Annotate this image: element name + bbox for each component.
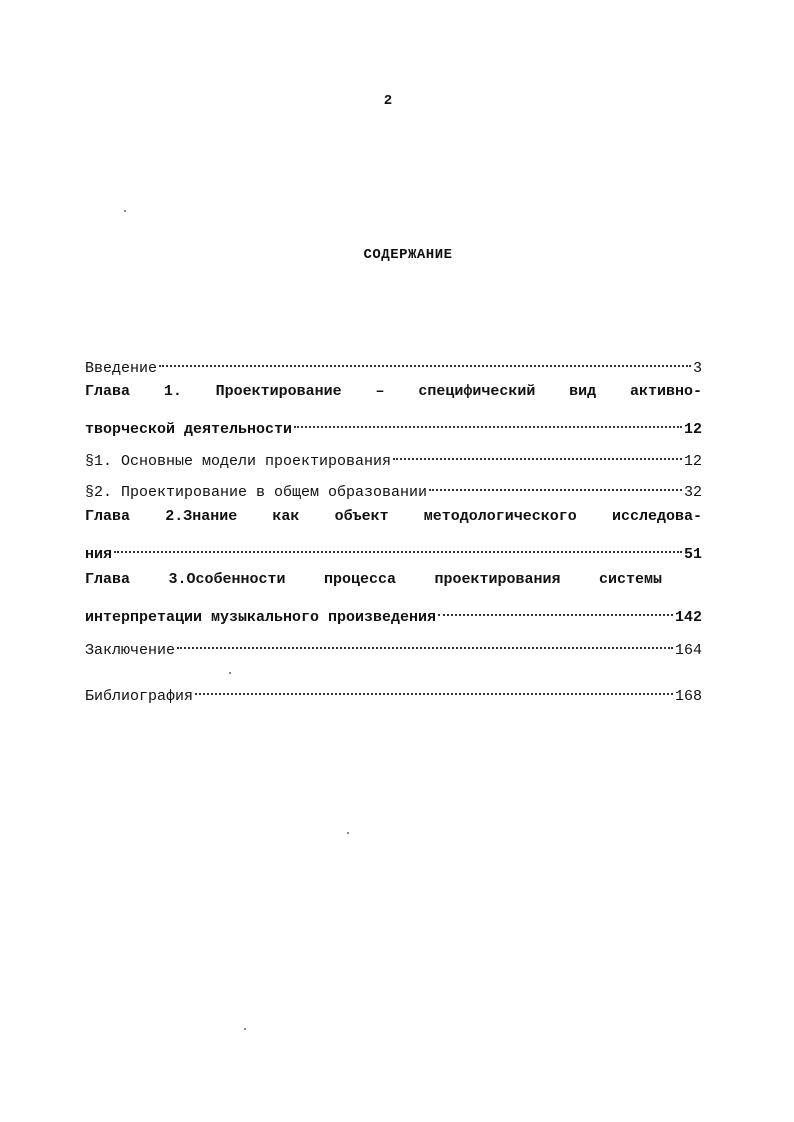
scan-speck [347,832,349,834]
toc-entry-heading-line: Глава 1. Проектирование – специфический вид активно- [85,383,702,400]
toc-entry-text: Введение [85,360,158,377]
toc-entry-page: 51 [683,546,702,563]
dot-leader [294,411,682,433]
toc-entry-section-1[interactable] [85,443,702,473]
dot-leader [159,350,691,372]
toc-entry-chapter-3[interactable] [85,569,702,629]
toc-entry-page: 12 [683,421,702,438]
scan-speck [229,672,231,674]
toc-entry-page: 3 [692,360,702,377]
toc-entry-page: 32 [683,484,702,501]
toc-entry-chapter-2[interactable] [85,506,702,566]
page-number: 2 [383,93,393,109]
toc-entry-bibliography[interactable] [85,678,702,708]
scan-speck [124,210,126,212]
toc-entry-text: ния [85,546,113,563]
dot-leader [114,536,682,558]
toc-title: СОДЕРЖАНИЕ [363,247,453,263]
toc-entry-text: Библиография [85,688,194,705]
toc-entry-heading-line: Глава 2.Знание как объект методологического исследова- [85,508,702,525]
toc-entry-text: творческой деятельности [85,421,293,438]
toc-entry-text: §2. Проектирование в общем образовании [85,484,428,501]
dot-leader [195,678,673,700]
toc-entry-page: 142 [674,609,702,626]
toc-entry-text: интерпретации музыкального произведения [85,609,437,626]
toc-entry-text: Заключение [85,642,176,659]
dot-leader [177,632,673,654]
toc-entry-chapter-1[interactable] [85,381,702,441]
toc-entry-introduction[interactable] [85,350,702,380]
toc-entry-section-2[interactable] [85,474,702,504]
dot-leader [438,599,673,621]
toc-entry-page: 12 [683,453,702,470]
toc-entry-text: §1. Основные модели проектирования [85,453,392,470]
dot-leader [393,443,682,465]
scan-speck [244,1028,246,1030]
toc-entry-page: 164 [674,642,702,659]
toc-entry-heading-line: Глава 3.Особенности процесса проектирования системы [85,571,662,588]
toc-entry-page: 168 [674,688,702,705]
toc-entry-conclusion[interactable] [85,632,702,662]
dot-leader [429,474,682,496]
